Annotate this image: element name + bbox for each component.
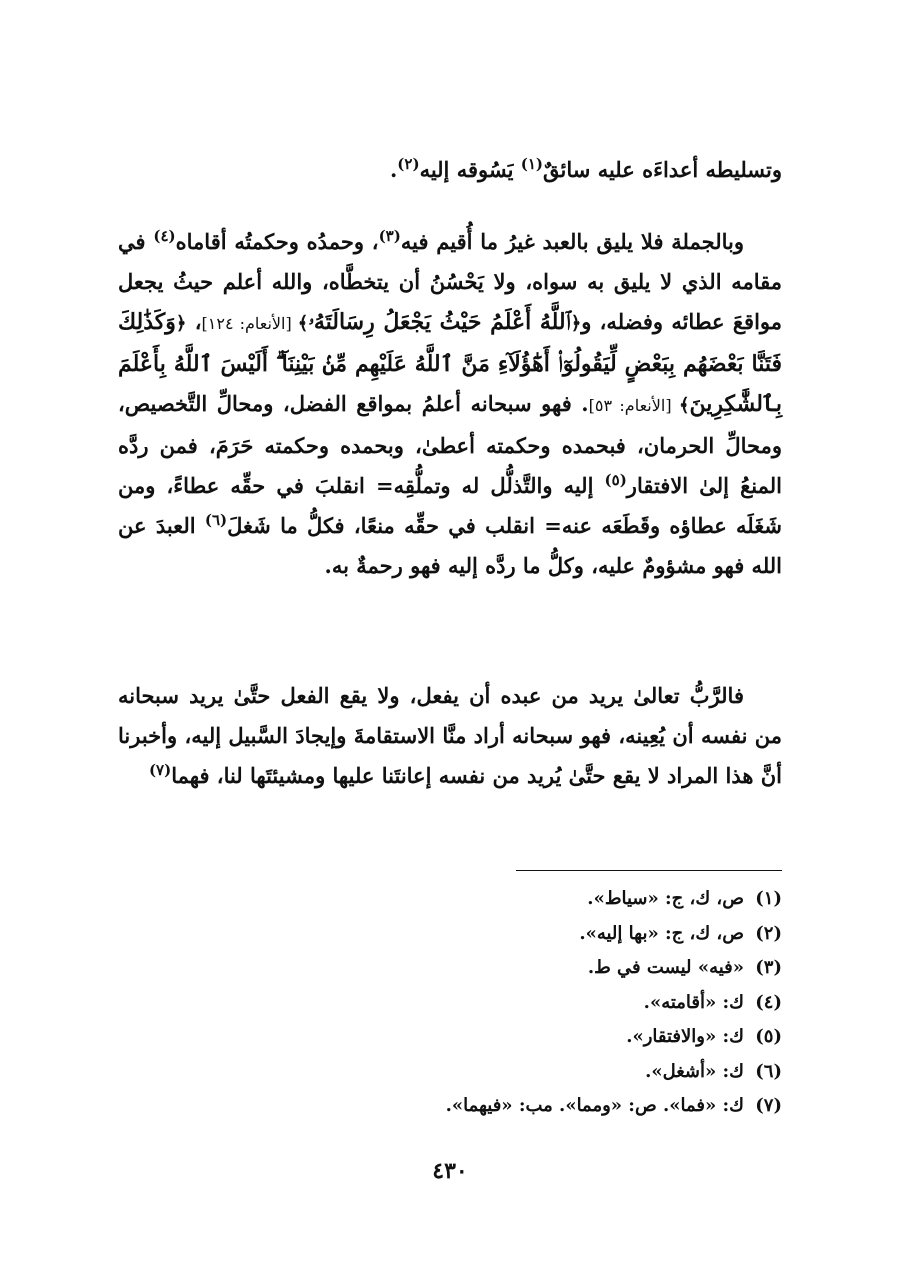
footnote-ref-1[interactable]: (١): [520, 155, 544, 173]
paragraph-1-text: [118, 150, 782, 190]
quran-citation-2: [الأنعام: ٥٣]: [588, 396, 679, 415]
footnote-ref-2[interactable]: (٢): [397, 155, 420, 173]
footnote-number: (٢): [755, 922, 782, 944]
quran-open-bracket-1: ﴿: [570, 313, 582, 334]
footnote-ref-7[interactable]: (٧): [148, 761, 172, 779]
page-number: ٤٣٠: [432, 1158, 468, 1184]
footnote-separator: [516, 870, 782, 871]
quran-verse-2: وَكَذَٰلِكَ فَتَنَّا بَعْضَهُم بِبَعْضٍ لِّيَقُولُوٓا۟ أَهَٰٓؤُلَآءِ مَنَّ ٱللَّهُ عَلَيْهِم مِّنۢ بَيْنِنَآ ۗ أَلَيْسَ ٱللَّهُ بِأَعْلَمَ بِٱلشَّٰكِرِينَ: [118, 309, 782, 417]
paragraph-2-text: [118, 222, 782, 586]
quran-verse-1: ٱللَّهُ أَعْلَمُ حَيْثُ يَجْعَلُ رِسَالَتَهُۥ: [308, 309, 571, 335]
quran-close-bracket-1: ﴾: [297, 313, 309, 334]
paragraph-2-part-5: . فهو سبحانه أعلمُ بمواقع الفضل، ومحالِّ التَّخصيص، ومحالِّ الحرمان، فبحمده وحكمته أعطىٰ، وبحمده وحكمته حَرَمَ، فمن ردَّه المنعُ إلىٰ الافتقار: [118, 391, 782, 498]
paragraph-1-part-1: وتسليطه أعداءَه عليه سائقٌ: [543, 157, 782, 182]
footnote-text: ك: «أقامته».: [643, 991, 744, 1013]
footnote-ref-6[interactable]: (٦): [204, 511, 228, 529]
paragraph-1-part-3: .: [389, 157, 398, 182]
footnote-text: ك: «أشغل».: [645, 1060, 744, 1082]
footnote-ref-3[interactable]: (٣): [378, 227, 401, 245]
footnote-text: ك: «والافتقار».: [626, 1026, 744, 1047]
footnote-number: (٦): [755, 1060, 782, 1082]
paragraph-2-part-7: العبدَ عن الله فهو مشؤومٌ عليه، وكلُّ ما ردَّه إليه فهو رحمةٌ به.: [118, 513, 782, 578]
footnote-number: (٤): [755, 991, 782, 1013]
paragraph-3-text: [118, 676, 782, 796]
paragraph-2-part-2: ، وحمدُه وحكمتُه أقاماه: [175, 229, 379, 254]
paragraph-2-part-4: ،: [186, 309, 202, 334]
paragraph-1: [118, 150, 782, 190]
paragraph-1-part-2: يَسُوقه إليه: [419, 157, 521, 182]
paragraph-2-part-3: في مقامه الذي لا يليق به سواه، ولا يَحْسُنُ أن يتخطَّاه، والله أعلم حيثُ يجعل مواقعَ عطائه وفضله، و: [118, 229, 782, 334]
footnote-number: (٥): [755, 1026, 782, 1047]
paragraph-2-part-6: إليه والتَّذلُّل له وتملُّقِه= انقلبَ في حقِّه عطاءً، ومن شَغَلَه عطاؤه وقَطَعَه عنه= انقلب في حقِّه منعًا، فكلُّ ما شَغلَ: [118, 473, 782, 538]
footnote-text: ك: «فما». ص: «ومما». مب: «فيهما».: [445, 1095, 744, 1116]
footnote-text: «فيه» ليست في ط.: [587, 957, 744, 978]
footnote-item: [118, 1089, 782, 1124]
footnote-number: (١): [755, 888, 782, 909]
footnotes-list: [118, 882, 782, 1124]
paragraph-2-part-1: وبالجملة فلا يليق بالعبد غيرُ ما أُقيم فيه: [400, 229, 744, 254]
footnote-number: (٧): [755, 1095, 782, 1116]
footnote-text: ص، ك، ج: «سياط».: [587, 888, 744, 909]
footnote-item: [118, 1055, 782, 1090]
paragraph-3: [118, 676, 782, 796]
paragraph-2: [118, 222, 782, 586]
footnote-item: [118, 986, 782, 1021]
quran-close-bracket-2: ﴾: [678, 395, 690, 416]
footnote-item: [118, 1020, 782, 1055]
footnote-text: ص، ك، ج: «بها إليه».: [579, 922, 744, 944]
footnote-number: (٣): [755, 957, 782, 978]
quran-citation-1: [الأنعام: ١٢٤]: [201, 314, 298, 333]
paragraph-3-part-1: فالرَّبُّ تعالىٰ يريد من عبده أن يفعل، ولا يقع الفعل حتَّىٰ يريد سبحانه من نفسه أن يُعِينه، فهو سبحانه أراد منَّا الاستقامةَ وإيجادَ السَّبيل إليه، وأخبرنا أنَّ هذا المراد لا يقع حتَّىٰ يُريد من نفسه إعانتَنا عليها ومشيئتَها لنا، فهما: [118, 683, 782, 788]
footnote-ref-4[interactable]: (٤): [153, 227, 176, 245]
footnote-item: [118, 917, 782, 952]
footnote-item: [118, 882, 782, 917]
quran-open-bracket-2: ﴿: [175, 313, 187, 334]
footnote-ref-5[interactable]: (٥): [604, 471, 627, 489]
footnote-item: [118, 951, 782, 986]
